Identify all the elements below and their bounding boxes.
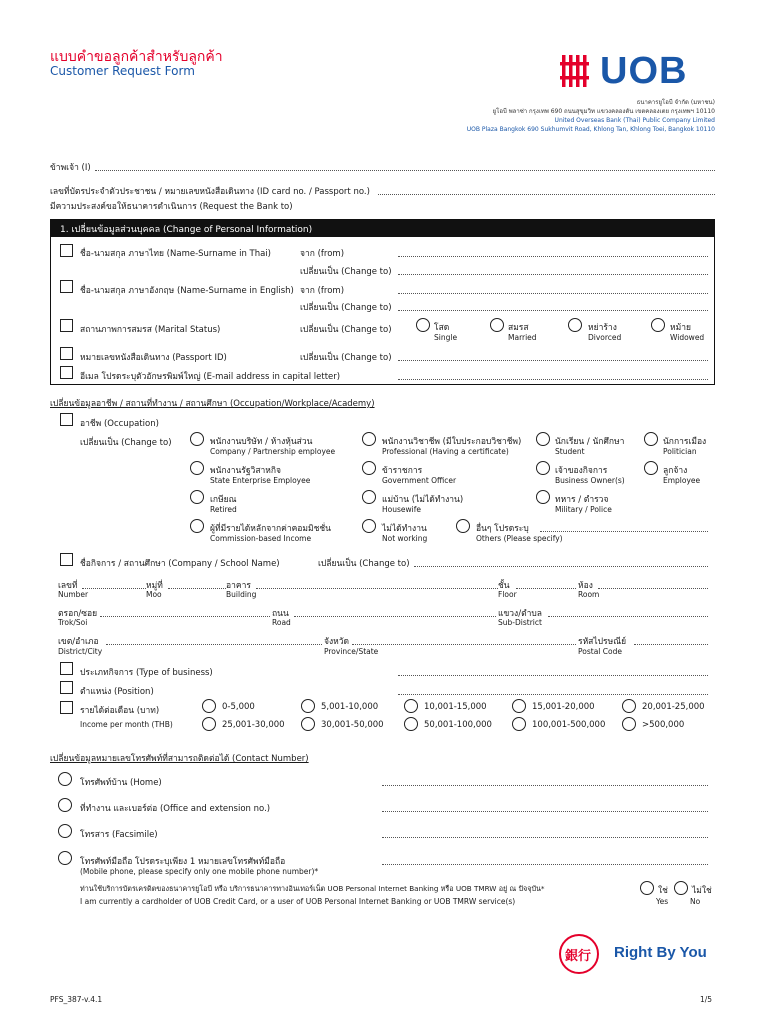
income-radio[interactable] bbox=[202, 699, 216, 713]
section-1-header: 1. เปลี่ยนข้อมูลส่วนบุคคล (Change of Personal Information) bbox=[50, 219, 715, 237]
cardholder-question-en: I am currently a cardholder of UOB Credit Card, or a user of UOB Personal Internet Banking or UOB TMRW service(s) bbox=[80, 897, 516, 906]
change-to-label: เปลี่ยนเป็น (Change to) bbox=[300, 325, 392, 335]
district-field[interactable] bbox=[106, 644, 322, 645]
occ-government-radio[interactable] bbox=[362, 461, 376, 475]
postal-field[interactable] bbox=[634, 644, 708, 645]
address-line: UOB Plaza Bangkok 690 Sukhumvit Road, Khlong Tan, Khlong Toei, Bangkok 10110 bbox=[466, 126, 715, 133]
change-to-label: เปลี่ยนเป็น (Change to) bbox=[80, 438, 172, 448]
seal-icon bbox=[559, 934, 599, 974]
name-label: ข้าพเจ้า (I) bbox=[50, 163, 91, 173]
address-line: ยูโอบี พลาซ่า กรุงเทพ 690 ถนนสุขุมวิท แขวงคลองตัน เขตคลองเตย กรุงเทพฯ 10110 bbox=[492, 108, 715, 115]
yes-label-th: ใช่ bbox=[658, 886, 668, 896]
income-radio[interactable] bbox=[301, 699, 315, 713]
income-option: 100,001-500,000 bbox=[532, 720, 606, 730]
room-label: ห้อง bbox=[578, 581, 593, 591]
name-th-label: ชื่อ-นามสกุล ภาษาไทย (Name-Surname in Thai) bbox=[80, 249, 271, 259]
occ-retired-radio[interactable] bbox=[190, 490, 204, 504]
form-title-en: Customer Request Form bbox=[50, 64, 195, 78]
uob-logo bbox=[560, 52, 715, 94]
occ-option-en: Military / Police bbox=[555, 505, 612, 514]
name-th-checkbox[interactable] bbox=[60, 244, 73, 257]
yes-label-en: Yes bbox=[656, 897, 669, 906]
position-checkbox[interactable] bbox=[60, 681, 73, 694]
occ-option-th: แม่บ้าน (ไม่ได้ทำงาน) bbox=[382, 495, 464, 505]
company-checkbox[interactable] bbox=[60, 553, 73, 566]
occ-option-th: ลูกจ้าง bbox=[663, 466, 688, 476]
form-title-th: แบบคำขอลูกค้าสำหรับลูกค้า bbox=[50, 49, 223, 65]
building-label-en: Building bbox=[226, 590, 257, 599]
subdistrict-label-en: Sub-District bbox=[498, 618, 542, 627]
occ-option-en: Retired bbox=[210, 505, 237, 514]
mobile-label-th: โทรศัพท์มือถือ โปรดระบุเพียง 1 หมายเลขโทรศัพท์มือถือ bbox=[80, 857, 286, 867]
building-field[interactable] bbox=[256, 588, 498, 589]
marital-married-radio[interactable] bbox=[490, 318, 504, 332]
cardholder-question-th: ท่านใช้บริการบัตรเครดิตของธนาคารยูโอบี หรือ บริการธนาคารทางอินเทอร์เน็ต UOB Personal Internet Banking หรือ UOB TMRW อยู่ ณ ปัจจุบัน* bbox=[80, 884, 545, 893]
page-number: 1/5 bbox=[700, 995, 713, 1004]
passport-label: หมายเลขหนังสือเดินทาง (Passport ID) bbox=[80, 353, 227, 363]
income-option: 0-5,000 bbox=[222, 702, 255, 712]
number-label: เลขที่ bbox=[58, 581, 78, 591]
occ-option-en: Company / Partnership employee bbox=[210, 447, 336, 456]
home-phone-label: โทรศัพท์บ้าน (Home) bbox=[80, 778, 162, 788]
change-to-label: เปลี่ยนเป็น (Change to) bbox=[300, 267, 392, 277]
income-option: 20,001-25,000 bbox=[642, 702, 705, 712]
company-label: ชื่อกิจการ / สถานศึกษา (Company / School Name) bbox=[80, 559, 280, 569]
from-label: จาก (from) bbox=[300, 286, 345, 296]
seal-text: 銀行 bbox=[565, 949, 592, 964]
occupation-heading: เปลี่ยนข้อมูลอาชีพ / สถานที่ทำงาน / สถานศึกษา (Occupation/Workplace/Academy) bbox=[50, 399, 375, 409]
name-en-from-field[interactable] bbox=[398, 293, 708, 294]
passport-field[interactable] bbox=[398, 360, 708, 361]
floor-label-en: Floor bbox=[498, 590, 517, 599]
change-to-label: เปลี่ยนเป็น (Change to) bbox=[318, 559, 410, 569]
intent-label: มีความประสงค์ขอให้ธนาคารดำเนินการ (Request the Bank to) bbox=[50, 202, 293, 212]
income-radio[interactable] bbox=[512, 717, 526, 731]
moo-label: หมู่ที่ bbox=[146, 581, 163, 591]
occ-option-th: เจ้าของกิจการ bbox=[555, 466, 608, 476]
occ-housewife-radio[interactable] bbox=[362, 490, 376, 504]
occ-option-en: Student bbox=[555, 447, 585, 456]
moo-field[interactable] bbox=[168, 588, 226, 589]
marital-option-th: โสด bbox=[434, 323, 450, 333]
occ-option-th: พนักงานบริษัท / ห้างหุ้นส่วน bbox=[210, 437, 313, 447]
cardholder-no-radio[interactable] bbox=[674, 881, 688, 895]
income-option: 5,001-10,000 bbox=[321, 702, 379, 712]
room-label-en: Room bbox=[578, 590, 600, 599]
name-en-label: ชื่อ-นามสกุล ภาษาอังกฤษ (Name-Surname in English) bbox=[80, 286, 294, 296]
income-radio[interactable] bbox=[404, 699, 418, 713]
subdistrict-field[interactable] bbox=[548, 616, 708, 617]
occ-option-th: เกษียณ bbox=[210, 495, 237, 505]
address-line: United Overseas Bank (Thai) Public Company Limited bbox=[554, 117, 715, 124]
slogan: Right By You bbox=[614, 944, 707, 961]
district-label-en: District/City bbox=[58, 647, 103, 656]
occ-option-th: ทหาร / ตำรวจ bbox=[555, 495, 609, 505]
business-type-checkbox[interactable] bbox=[60, 662, 73, 675]
bank-address bbox=[467, 98, 715, 134]
province-label-en: Province/State bbox=[324, 647, 379, 656]
marital-option-th: หม้าย bbox=[670, 323, 691, 333]
office-phone-radio[interactable] bbox=[58, 798, 72, 812]
contact-heading: เปลี่ยนข้อมูลหมายเลขโทรศัพท์ที่สามารถติดต่อได้ (Contact Number) bbox=[50, 754, 309, 764]
road-label-en: Road bbox=[272, 618, 291, 627]
district-label: เขต/อำเภอ bbox=[58, 637, 99, 647]
marital-option-th: สมรส bbox=[508, 323, 529, 333]
income-radio[interactable] bbox=[622, 699, 636, 713]
marital-option-th: หย่าร้าง bbox=[588, 323, 617, 333]
occ-option-th: นักเรียน / นักศึกษา bbox=[555, 437, 625, 447]
road-label: ถนน bbox=[272, 609, 289, 619]
income-label-th: รายได้ต่อเดือน (บาท) bbox=[80, 706, 160, 716]
occ-others-radio[interactable] bbox=[456, 519, 470, 533]
subdistrict-label: แขวง/ตำบล bbox=[498, 609, 542, 619]
occ-professional-radio[interactable] bbox=[362, 432, 376, 446]
occ-military-radio[interactable] bbox=[536, 490, 550, 504]
occ-student-radio[interactable] bbox=[536, 432, 550, 446]
email-label: อีเมล โปรดระบุตัวอักษรพิมพ์ใหญ่ (E-mail address in capital letter) bbox=[80, 372, 341, 382]
occ-option-th: พนักงานวิชาชีพ (มีใบประกอบวิชาชีพ) bbox=[382, 437, 522, 447]
occ-politician-radio[interactable] bbox=[644, 432, 658, 446]
name-en-to-field[interactable] bbox=[398, 310, 708, 311]
occ-owner-radio[interactable] bbox=[536, 461, 550, 475]
business-type-label: ประเภทกิจการ (Type of business) bbox=[80, 668, 213, 678]
form-code: PFS_387-v.4.1 bbox=[50, 995, 103, 1004]
marital-option-en: Married bbox=[508, 333, 537, 342]
mobile-label-en: (Mobile phone, please specify only one mobile phone number)* bbox=[80, 867, 319, 876]
income-option: 25,001-30,000 bbox=[222, 720, 285, 730]
income-option: 30,001-50,000 bbox=[321, 720, 384, 730]
home-phone-radio[interactable] bbox=[58, 772, 72, 786]
income-radio[interactable] bbox=[301, 717, 315, 731]
income-radio[interactable] bbox=[202, 717, 216, 731]
occ-not-working-radio[interactable] bbox=[362, 519, 376, 533]
number-field[interactable] bbox=[82, 588, 146, 589]
fax-field[interactable] bbox=[382, 837, 708, 838]
postal-label: รหัสไปรษณีย์ bbox=[578, 637, 627, 647]
room-field[interactable] bbox=[598, 588, 708, 589]
logo-wordmark: UOB bbox=[600, 50, 688, 92]
name-field[interactable] bbox=[95, 170, 715, 171]
id-label: เลขที่บัตรประจำตัวประชาชน / หมายเลขหนังสือเดินทาง (ID card no. / Passport no.) bbox=[50, 187, 370, 197]
occ-option-en: Business Owner(s) bbox=[555, 476, 625, 485]
income-radio[interactable] bbox=[512, 699, 526, 713]
office-phone-label: ที่ทำงาน และเบอร์ต่อ (Office and extension no.) bbox=[80, 804, 271, 814]
occupation-label: อาชีพ (Occupation) bbox=[80, 419, 159, 429]
address-line: ธนาคารยูโอบี จำกัด (มหาชน) bbox=[636, 99, 715, 106]
position-field[interactable] bbox=[398, 694, 708, 695]
marital-widowed-radio[interactable] bbox=[651, 318, 665, 332]
marital-option-en: Divorced bbox=[588, 333, 622, 342]
position-label: ตำแหน่ง (Position) bbox=[80, 687, 154, 697]
trok-label-en: Trok/Soi bbox=[58, 618, 88, 627]
occ-option-en: State Enterprise Employee bbox=[210, 476, 311, 485]
occ-option-th: ข้าราชการ bbox=[382, 466, 423, 476]
occ-others-field[interactable] bbox=[540, 531, 708, 532]
marital-checkbox[interactable] bbox=[60, 319, 73, 332]
no-label-en: No bbox=[690, 897, 701, 906]
floor-label: ชั้น bbox=[498, 581, 510, 591]
office-phone-field[interactable] bbox=[382, 811, 708, 812]
income-option: 50,001-100,000 bbox=[424, 720, 492, 730]
occ-option-th: พนักงานรัฐวิสาหกิจ bbox=[210, 466, 282, 476]
province-label: จังหวัด bbox=[324, 637, 350, 647]
moo-label-en: Moo bbox=[146, 590, 162, 599]
occ-option-en: Professional (Having a certificate) bbox=[382, 447, 509, 456]
marital-single-radio[interactable] bbox=[416, 318, 430, 332]
fax-label: โทรสาร (Facsimile) bbox=[80, 830, 158, 840]
mobile-radio[interactable] bbox=[58, 851, 72, 865]
cardholder-yes-radio[interactable] bbox=[640, 881, 654, 895]
occ-option-en: Others (Please specify) bbox=[476, 534, 563, 543]
change-to-label: เปลี่ยนเป็น (Change to) bbox=[300, 353, 392, 363]
occ-option-en: Politician bbox=[663, 447, 697, 456]
income-label-en: Income per month (THB) bbox=[80, 720, 173, 729]
fax-radio[interactable] bbox=[58, 824, 72, 838]
occ-option-en: Commission-based Income bbox=[210, 534, 312, 543]
occ-option-en: Housewife bbox=[382, 505, 421, 514]
from-label: จาก (from) bbox=[300, 249, 345, 259]
email-field[interactable] bbox=[398, 379, 708, 380]
home-phone-field[interactable] bbox=[382, 785, 708, 786]
name-en-checkbox[interactable] bbox=[60, 280, 73, 293]
name-th-to-field[interactable] bbox=[398, 274, 708, 275]
marital-divorced-radio[interactable] bbox=[568, 318, 582, 332]
occ-option-en: Government Officer bbox=[382, 476, 457, 485]
occ-option-en: Employee bbox=[663, 476, 701, 485]
marital-label: สถานภาพการสมรส (Marital Status) bbox=[80, 325, 221, 335]
province-field[interactable] bbox=[352, 644, 576, 645]
occ-employee-radio[interactable] bbox=[644, 461, 658, 475]
email-checkbox[interactable] bbox=[60, 366, 73, 379]
occ-commission-radio[interactable] bbox=[190, 519, 204, 533]
occ-option-th: อื่นๆ โปรดระบุ bbox=[476, 524, 529, 534]
marital-option-en: Single bbox=[434, 333, 458, 342]
business-type-field[interactable] bbox=[398, 675, 708, 676]
no-label-th: ไม่ใช่ bbox=[692, 886, 712, 896]
floor-field[interactable] bbox=[516, 588, 576, 589]
occupation-checkbox[interactable] bbox=[60, 413, 73, 426]
occ-option-th: นักการเมือง bbox=[663, 437, 707, 447]
building-label: อาคาร bbox=[226, 581, 251, 591]
income-option: >500,000 bbox=[642, 720, 685, 730]
number-label-en: Number bbox=[58, 590, 89, 599]
occ-option-en: Not working bbox=[382, 534, 428, 543]
name-th-from-field[interactable] bbox=[398, 256, 708, 257]
occ-state-radio[interactable] bbox=[190, 461, 204, 475]
company-field[interactable] bbox=[414, 566, 708, 567]
postal-label-en: Postal Code bbox=[578, 647, 622, 656]
passport-checkbox[interactable] bbox=[60, 347, 73, 360]
road-field[interactable] bbox=[294, 616, 496, 617]
income-checkbox[interactable] bbox=[60, 701, 73, 714]
occ-option-th: ผู้ที่มีรายได้หลักจากค่าคอมมิชชั่น bbox=[210, 524, 331, 534]
trok-field[interactable] bbox=[100, 616, 270, 617]
income-radio[interactable] bbox=[404, 717, 418, 731]
id-field[interactable] bbox=[378, 194, 715, 195]
trok-label: ตรอก/ซอย bbox=[58, 609, 98, 619]
marital-option-en: Widowed bbox=[670, 333, 705, 342]
occ-option-th: ไม่ได้ทำงาน bbox=[382, 524, 427, 534]
income-option: 15,001-20,000 bbox=[532, 702, 595, 712]
occ-company-radio[interactable] bbox=[190, 432, 204, 446]
change-to-label: เปลี่ยนเป็น (Change to) bbox=[300, 303, 392, 313]
income-option: 10,001-15,000 bbox=[424, 702, 487, 712]
mobile-field[interactable] bbox=[382, 864, 708, 865]
income-radio[interactable] bbox=[622, 717, 636, 731]
